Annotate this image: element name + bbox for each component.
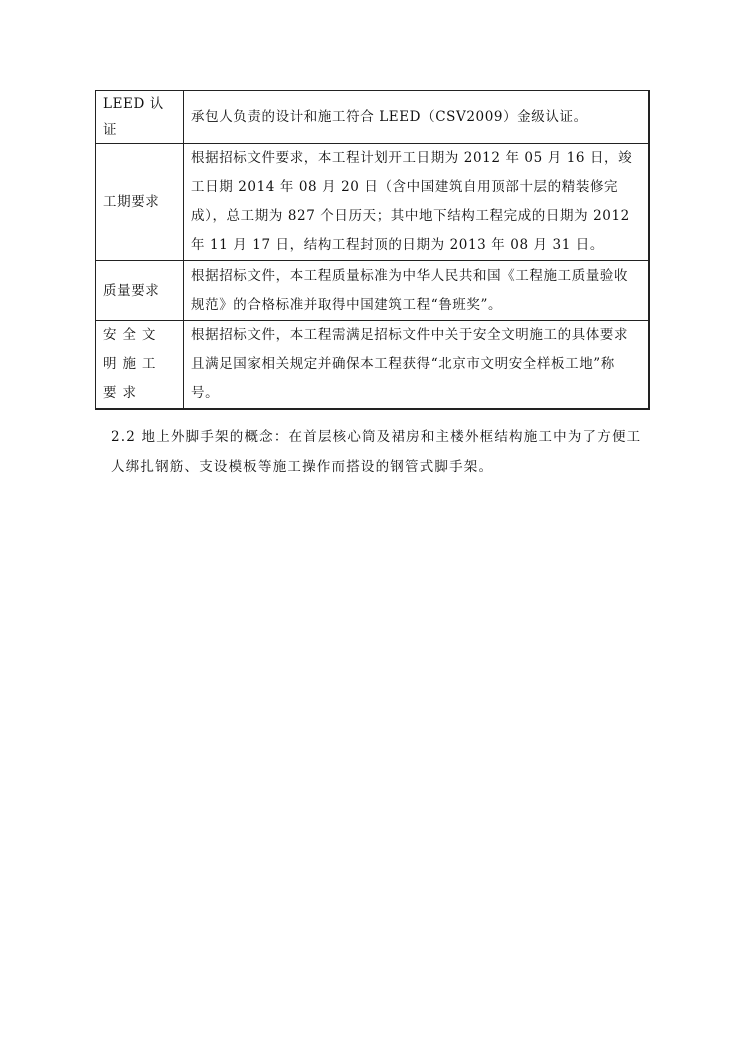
section-2-2-paragraph: 2.2 地上外脚手架的概念：在首层核心筒及裙房和主楼外框结构施工中为了方便工人绑扎钢筋、支设模板等施工操作而搭设的钢管式脚手架。	[111, 428, 642, 475]
table-row	[96, 91, 650, 144]
table-row	[96, 261, 650, 321]
row-value-safety: 根据招标文件，本工程需满足招标文件中关于安全文明施工的具体要求且满足国家相关规定并确保本工程获得“北京市文明安全样板工地”称号。	[184, 321, 650, 410]
row-value-leed: 承包人负责的设计和施工符合 LEED（CSV2009）金级认证。	[184, 91, 650, 144]
requirements-table	[95, 90, 650, 410]
table-row	[96, 321, 650, 410]
row-label-schedule: 工期要求	[96, 144, 184, 261]
row-label-leed: LEED 认证	[96, 91, 184, 144]
table-row	[96, 144, 650, 261]
row-value-schedule: 根据招标文件要求，本工程计划开工日期为 2012 年 05 月 16 日，竣工日期 2014 年 08 月 20 日（含中国建筑自用顶部十层的精装修完成），总工期为 827 个日历天；其中地下结构工程完成的日期为 2012 年 11 月 17 日，结构工程封顶的日期为 2013 年 08 月 31 日。	[184, 144, 650, 261]
row-value-quality: 根据招标文件，本工程质量标准为中华人民共和国《工程施工质量验收规范》的合格标准并取得中国建筑工程“鲁班奖”。	[184, 261, 650, 321]
row-label-safety: 安全文明施工要求	[96, 321, 184, 410]
row-label-quality: 质量要求	[96, 261, 184, 321]
